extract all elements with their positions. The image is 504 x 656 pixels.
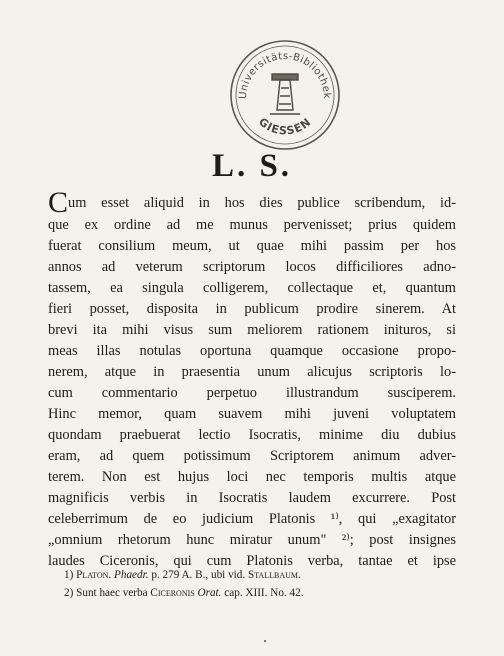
drop-cap: C <box>48 192 69 215</box>
text-line: que ex ordine ad me munus pervenisset; prius quidem <box>48 217 456 233</box>
text-line: brevi ita mihi visus sum meliorem rationem inituros, si <box>48 322 456 338</box>
text-line: Hinc memor, quam suavem mihi juveni voluptatem <box>48 406 456 422</box>
main-paragraph <box>48 192 456 572</box>
library-stamp <box>226 36 344 154</box>
footnote-work: Phaedr. <box>114 569 149 581</box>
text-line: tassem, ea singula colligerem, collectaque et, quantum <box>48 280 456 296</box>
text-line: fuerat consilium meum, ut quae mihi passim per hos <box>48 238 456 254</box>
footnote-author: Platon. <box>76 569 112 581</box>
text-line: annos ad veterum scriptorum locos difficiliores adno- <box>48 259 456 275</box>
text-line: quondam praebuerat lectio Isocratis, minime diu dubius <box>48 427 456 443</box>
text-line: cum commentario perpetuo illustrandum susciperem. <box>48 385 456 401</box>
footnote-author: Ciceronis <box>150 587 195 599</box>
library-stamp-seal <box>226 36 344 154</box>
stamp-text-bottom: GIESSEN <box>256 115 314 138</box>
footnotes <box>64 566 456 602</box>
text-line: magnificis verbis in Isocratis laudem excurrere. Post <box>48 490 456 506</box>
text-line: „omnium rhetorum hunc miratur unum" ²⁾; post insignes <box>48 532 456 548</box>
page-speck <box>264 640 266 642</box>
text-line: nerem, atque in praesentia unum alicujus scriptoris lo- <box>48 364 456 380</box>
footnote-2: 2) Sunt haec verba Ciceronis Orat. cap. XIII. No. 42. <box>64 587 304 599</box>
text-line: fieri posset, disposita in publicum prodire sinerem. At <box>48 301 456 317</box>
footnote-work: Orat. <box>197 587 222 599</box>
text-line: celeberrimum de eo judicium Platonis ¹⁾, qui „exagitator <box>48 511 456 527</box>
page-heading: L. S. <box>211 148 293 184</box>
footnote-editor: Stallbaum. <box>247 569 301 581</box>
text-line: terem. Non est hujus loci nec temporis multis atque <box>48 469 456 485</box>
footnote-1: 1) Platon. Phaedr. p. 279 A. B., ubi vid. Stallbaum. <box>64 569 301 581</box>
text-line: laudes Ciceronis, qui cum Platonis verba, tantae et ipse <box>48 553 456 569</box>
text-line: eram, ad quem potissimum Scriptorem animum adver- <box>48 448 456 464</box>
stamp-text-top: Universitäts-Bibliothek <box>237 50 333 100</box>
text-line: meas illas notulas oportuna quamque occasione propo- <box>48 343 456 359</box>
stamp-emblem-icon <box>270 74 300 114</box>
svg-text:GIESSEN <box>256 115 314 137</box>
text-line: Cum esset aliquid in hos dies publice scribendum, id- <box>48 192 456 215</box>
